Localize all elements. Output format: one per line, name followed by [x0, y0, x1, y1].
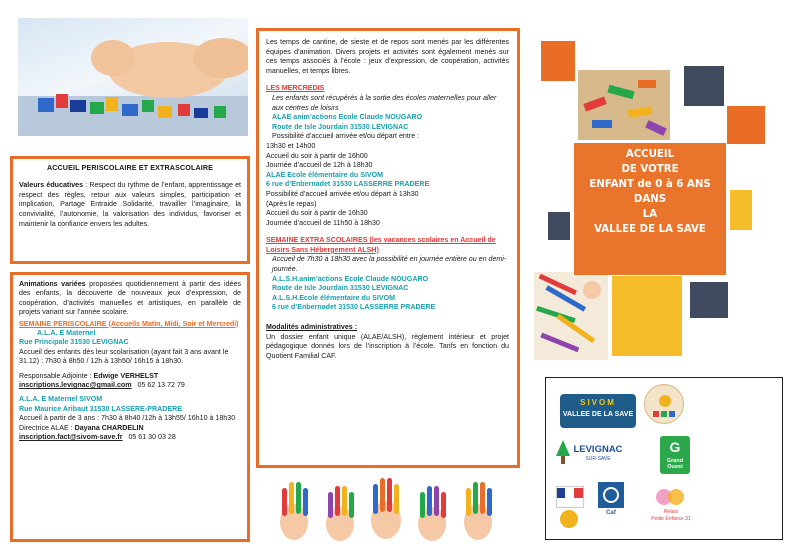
site1-hours: Accueil des enfants dès leur scolarisation (ayant fait 3 ans avant le 31.12) : 7h30 à 8h50 / 12h à 13h50/ 16h15 à 18h30.	[19, 347, 229, 366]
site2-email-link[interactable]: inscription.fact@sivom-save.fr	[19, 433, 123, 442]
title-line-5: LA	[642, 209, 658, 220]
cover-title-block	[574, 143, 726, 275]
values-label: Valeurs éducatives	[19, 181, 84, 189]
animations-intro	[19, 280, 241, 318]
extra-scolaires-title: SEMAINE EXTRA SCOLAIRES (les vacances scolaires en Accueil de Loisirs Sans Hébergement ALSH)	[266, 236, 496, 254]
yellow-badge-logo	[560, 510, 578, 528]
alae2-line2: (Après le repas)	[266, 199, 317, 208]
caf-logo	[598, 482, 624, 516]
caf-logo-text: Caf	[606, 510, 616, 516]
site2-name: A.L.A. E Maternel SIVOM	[19, 395, 103, 404]
semaine-periscolaire-title: SEMAINE PERISCOLAIRE (Accueils Matin, Midi, Soir et Mercredi)	[19, 319, 239, 328]
site2-address: Rue Maurice Aribaut 31530 LASSERE-PRADERE	[19, 404, 182, 413]
alsh1-name: A.L.S.H.anim’actions Ecole Claude NOUGARO	[272, 274, 429, 283]
site2-phone: 05 61 30 03 28	[128, 433, 176, 442]
levignac-logo	[556, 438, 626, 468]
site1-address: Rue Principale 31530 LEVIGNAC	[19, 338, 129, 347]
alae1-line4: Journée d’accueil de 12h à 18h30	[266, 161, 373, 170]
dark-square-left	[548, 212, 570, 240]
alae2-line3: Accueil du soir à partir de 16h30	[266, 209, 368, 218]
yellow-square-bottom	[612, 276, 682, 356]
alae2-line1: Possibilité d’accueil arrivée et/ou départ à 13h30	[266, 189, 419, 198]
levignac-tree-icon	[556, 440, 570, 464]
sivom-logo	[560, 394, 636, 428]
alsh2-name: A.L.S.H.Ecole élémentaire du SIVOM	[272, 293, 395, 302]
sun-badge-logo	[644, 384, 684, 424]
colored-pencils-photo	[534, 272, 608, 360]
dark-square-bottom	[690, 282, 728, 318]
site1-responsable: Responsable Adjointe : Edwige VERHELST	[19, 371, 159, 380]
alae1-line1: Possibilité d’accueil arrivée et/ou départ entre :	[272, 132, 420, 141]
title-line-6: VALLEE DE LA SAVE	[594, 224, 706, 235]
alae2-address: 6 rue d’Enbernadet 31530 LASSERRE PRADERE	[266, 180, 430, 189]
values-paragraph	[19, 181, 241, 230]
title-line-1: ACCUEIL	[625, 149, 675, 160]
site1-email-link[interactable]: inscriptions.levignac@gmail.com	[19, 381, 132, 390]
alae2-line4: Journée d’accueil de 11h50 à 18h30	[266, 218, 380, 227]
relais-logo-text: Relais	[664, 509, 678, 515]
title-line-3: ENFANT de 0 à 6 ANS	[589, 179, 711, 190]
mercredis-box	[256, 28, 520, 468]
mercredis-title: LES MERCREDIS	[266, 84, 325, 93]
mercredis-text: Les enfants sont récupérés à la sortie des écoles maternelles pour aller aux centres de loisirs	[272, 93, 497, 112]
modalites-title: Modalités administratives :	[266, 323, 358, 332]
yellow-bar-right	[730, 190, 752, 230]
alae1-name: ALAE anim’actions Ecole Claude NOUGARO	[272, 113, 423, 122]
grand-ouest-logo-text: Grand Ouest	[666, 458, 684, 470]
levignac-logo-text: LEVIGNAC	[573, 444, 623, 455]
values-text: : Respect du rythme de l’enfant, apprentissage et respect des règles, retour aux valeurs simples, participation et implication, Partage Entraide Solidarité, travailler l’imaginaire, la convivialité, l’autonomie, la valorisation des individus, favoriser et maintenir la confiance envers les adultes.	[19, 181, 241, 228]
cantine-paragraph: Les temps de cantine, de sieste et de repos sont menés par les différentes équipes d’animation. Divers projets et activités sont également menés sur ces temps associés à l’école : jeux d’expression, de coopération, activités manuelles, et temps libres.	[266, 38, 509, 75]
site2-contact	[19, 433, 241, 442]
partner-logos-panel	[545, 377, 783, 540]
painted-hands-image	[272, 472, 500, 544]
children-playing-blocks-photo	[18, 18, 248, 136]
wooden-blocks-photo	[578, 70, 670, 140]
grand-ouest-logo: G Grand Ouest	[660, 436, 690, 474]
title-line-4: DANS	[633, 194, 667, 205]
sivom-logo-text: SIVOM	[580, 398, 616, 407]
animations-label: Animations variées	[19, 280, 86, 288]
animations-text: proposées quotidiennement à partir des idées des enfants, la découverte de nouveaux jeux d’expression, de coopération, d’activités manuelles et artistiques, en parallèle de projets variant sur l’année scolaire.	[19, 280, 241, 317]
sivom-logo-subtext: VALLEE DE LA SAVE	[562, 411, 634, 418]
site1-contact	[19, 381, 241, 390]
republique-francaise-logo	[556, 486, 584, 508]
title-line-2: DE VOTRE	[621, 164, 679, 175]
animations-box	[10, 272, 250, 542]
relais-logo-subtext: Petite Enfance 31	[651, 516, 691, 522]
levignac-logo-subtext: SUR-SAVE	[585, 456, 611, 462]
site2-hours: Accueil à partir de 3 ans : 7h30 à 8h40 /12h à 13h55/ 16h10 à 18h30	[19, 414, 236, 423]
periscolaire-heading: ACCUEIL PERISCOLAIRE ET EXTRASCOLAIRE	[46, 163, 214, 172]
extra-scolaires-text: Accueil de 7h30 à 18h30 avec la possibilité en journée entière ou en demi-journée.	[272, 255, 507, 274]
orange-square-right	[727, 106, 765, 144]
periscolaire-values-box	[10, 156, 250, 264]
modalites-text: Un dossier enfant unique (ALAE/ALSH), règlement intérieur et projet pédagogique donnés lors de l’inscription à l’école. Tarifs en fonction du Quotient Familial CAF.	[266, 332, 509, 360]
orange-square-top-left	[541, 41, 575, 81]
alsh2-address: 6 rue d’Enbernadet 31530 LASSERRE PRADERE	[272, 303, 436, 312]
site1-phone: 05 62 13 72 79	[137, 381, 185, 390]
dark-square-top	[684, 66, 724, 106]
alae1-line2: 13h30 et 14h00	[266, 141, 316, 150]
site2-directrice: Directrice ALAE : Dayana CHARDELIN	[19, 423, 144, 432]
relais-petite-enfance-logo	[646, 486, 696, 526]
alae1-line3: Accueil du soir à partir de 16h00	[266, 151, 368, 160]
alae1-address: Route de Isle Jourdain 31530 LEVIGNAC	[272, 122, 409, 131]
alae2-name: ALAE Ecole élémentaire du SIVOM	[266, 170, 384, 179]
site1-name: A.L.A. E Maternel	[37, 329, 96, 338]
alsh1-address: Route de Isle Jourdain 31530 LEVIGNAC	[272, 284, 409, 293]
